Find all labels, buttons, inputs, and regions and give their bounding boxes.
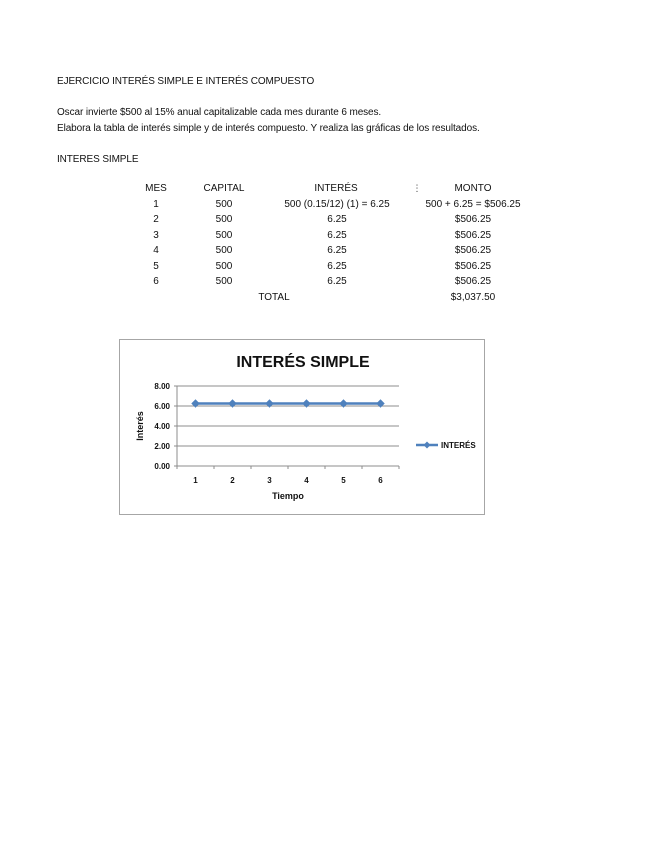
table-cell-interes: 500 (0.15/12) (1) = 6.25 [284, 199, 390, 210]
chart-svg [120, 340, 486, 516]
y-tick-label: 0.00 [154, 462, 170, 471]
table-cell-mes: 6 [153, 276, 159, 287]
table-cell-mes: 1 [153, 199, 159, 210]
header-capital: CAPITAL [203, 183, 245, 194]
table-cell-interes: 6.25 [327, 261, 347, 272]
x-tick-label: 3 [267, 476, 272, 485]
y-axis-label: Interés [135, 411, 145, 441]
interest-chart [119, 339, 485, 515]
legend-marker [424, 442, 431, 449]
y-tick-labels [154, 382, 170, 471]
y-tick-label: 6.00 [154, 402, 170, 411]
table-cell-mes: 5 [153, 261, 159, 272]
table-cell-interes: 6.25 [327, 245, 347, 256]
table-cell-capital: 500 [215, 230, 233, 241]
y-tick-label: 2.00 [154, 442, 170, 451]
table-cell-capital: 500 [215, 214, 233, 225]
problem-statement-line-1: Oscar invierte $500 al 15% anual capitalizable cada mes durante 6 meses. [57, 107, 382, 118]
problem-statement-line-2: Elabora la tabla de interés simple y de interés compuesto. Y realiza las gráficas de los resultados. [57, 123, 480, 134]
x-tick-label: 4 [304, 476, 309, 485]
table-cell-interes: 6.25 [327, 276, 347, 287]
x-tick-label: 6 [378, 476, 383, 485]
table-cell-capital: 500 [215, 245, 233, 256]
chart-axes [174, 386, 399, 469]
table-cell-mes: 3 [153, 230, 159, 241]
header-mes: MES [145, 183, 167, 194]
table-cell-mes: 2 [153, 214, 159, 225]
chart-title: INTERÉS SIMPLE [236, 354, 370, 371]
y-tick-label: 8.00 [154, 382, 170, 391]
table-cell-capital: 500 [215, 199, 233, 210]
x-tick-label: 5 [341, 476, 346, 485]
table-cell-monto: $506.25 [454, 261, 492, 272]
table-cell-monto: $506.25 [454, 245, 492, 256]
column-separator: ⋮ [412, 183, 422, 193]
table-cell-interes: 6.25 [327, 214, 347, 225]
legend-label: INTERÉS [441, 441, 476, 450]
table-total-label: TOTAL [258, 292, 290, 303]
y-tick-label: 4.00 [154, 422, 170, 431]
table-cell-monto: $506.25 [454, 230, 492, 241]
x-tick-label: 2 [230, 476, 235, 485]
table-cell-capital: 500 [215, 276, 233, 287]
table-cell-monto: $506.25 [454, 276, 492, 287]
table-cell-capital: 500 [215, 261, 233, 272]
document-title: EJERCICIO INTERÉS SIMPLE E INTERÉS COMPUESTO [57, 76, 315, 87]
table-cell-monto: $506.25 [454, 214, 492, 225]
table-cell-monto: 500 + 6.25 = $506.25 [425, 199, 521, 210]
section-label: INTERES SIMPLE [57, 154, 139, 165]
table-cell-mes: 4 [153, 245, 159, 256]
chart-gridlines [177, 386, 399, 446]
table-total-value: $3,037.50 [450, 292, 496, 303]
x-tick-label: 1 [193, 476, 198, 485]
x-tick-labels [193, 476, 383, 485]
table-cell-interes: 6.25 [327, 230, 347, 241]
header-monto: MONTO [454, 183, 492, 194]
chart-legend [416, 441, 476, 450]
header-interes: INTERÉS [314, 183, 358, 194]
x-axis-label: Tiempo [272, 491, 304, 501]
